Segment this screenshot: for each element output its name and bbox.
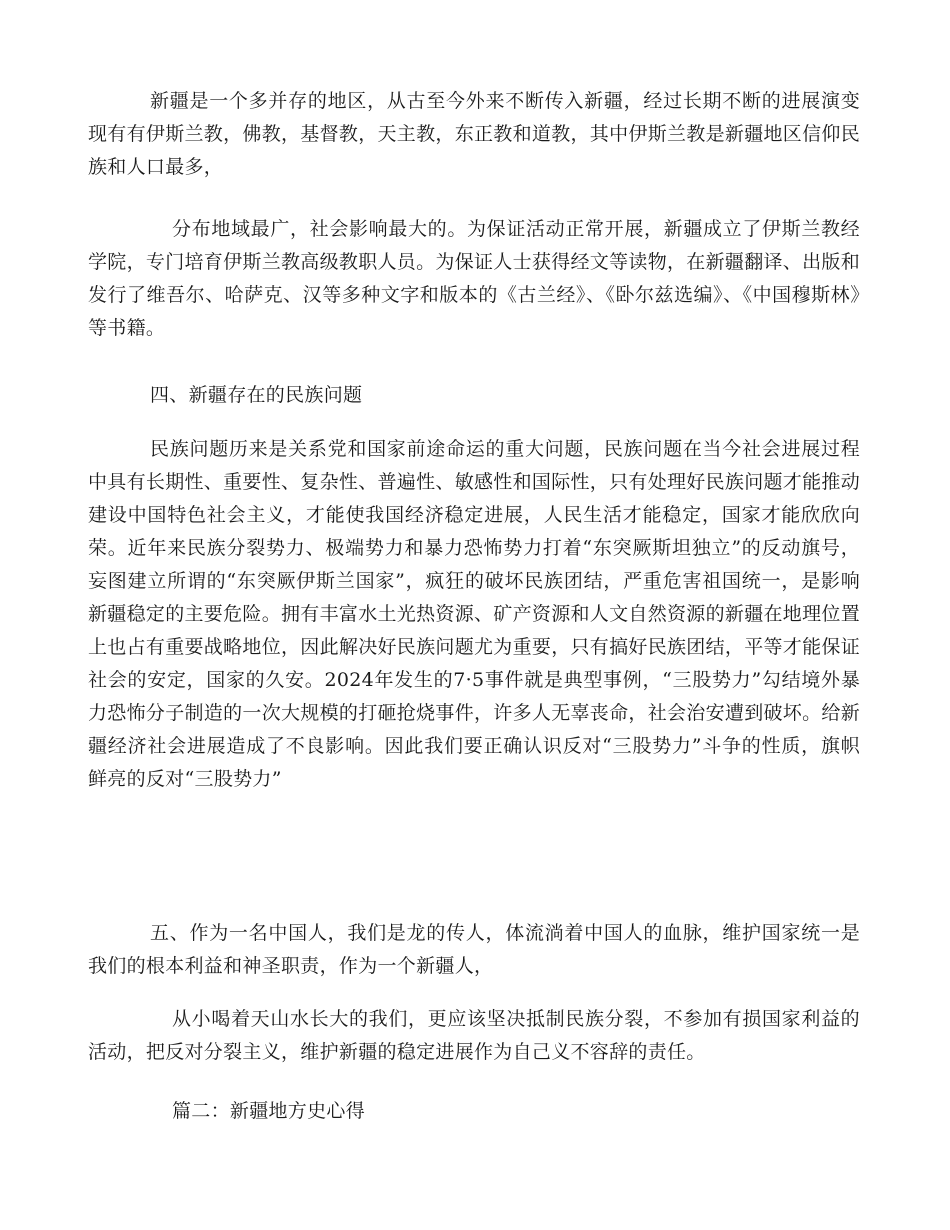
section-heading-ethnic-issues: 四、新疆存在的民族问题 bbox=[150, 384, 363, 406]
section-heading-part-two: 篇二：新疆地方史心得 bbox=[172, 1100, 366, 1122]
paragraph-religions-overview: 新疆是一个多并存的地区，从古至今外来不断传入新疆，经过长期不断的进展演变现有有伊斯兰教，佛教，基督教，天主教，东正教和道教，其中伊斯兰教是新疆地区信仰民族和人口最多， bbox=[88, 90, 861, 178]
paragraph-national-identity: 五、作为一名中国人，我们是龙的传人，体流淌着中国人的血脉，维护国家统一是我们的根本利益和神圣职责，作为一个新疆人， bbox=[88, 922, 860, 977]
paragraph-ethnic-issues: 民族问题历来是关系党和国家前途命运的重大问题，民族问题在当今社会进展过程中具有长期性、重要性、复杂性、普遍性、敏感性和国际性，只有处理好民族问题才能推动建设中国特色社会主义，才能使我国经济稳定进展，人民生活才能稳定，国家才能欣欣向荣。近年来民族分裂势力、极端势力和暴力恐怖势力打着“东突厥斯坦独立”的反动旗号，妄图建立所谓的“东突厥伊斯兰国家”，疯狂的破坏民族团结，严重危害祖国统一，是影响新疆稳定的主要危险。拥有丰富水土光热资源、矿产资源和人文自然资源的新疆在地理位置上也占有重要战略地位，因此解决好民族问题尤为重要，只有搞好民族团结，平等才能保证社会的安定，国家的久安。2024年发生的7·5事件就是典型事例，“三股势力”勾结境外暴力恐怖分子制造的一次大规模的打砸抢烧事件，许多人无辜丧命，社会治安遭到破坏。给新疆经济社会进展造成了不良影响。因此我们要正确认识反对“三股势力”斗争的性质，旗帜鲜亮的反对“三股势力” bbox=[88, 438, 861, 790]
paragraph-islamic-institute: 分布地域最广，社会影响最大的。为保证活动正常开展，新疆成立了伊斯兰教经学院，专门培育伊斯兰教高级教职人员。为保证人士获得经文等读物，在新疆翻译、出版和发行了维吾尔、哈萨克、汉等多种文字和版本的《古兰经》、《卧尔兹选编》、《中国穆斯林》等书籍。 bbox=[88, 218, 861, 339]
paragraph-responsibility: 从小喝着天山水长大的我们，更应该坚决抵制民族分裂，不参加有损国家利益的活动，把反对分裂主义，维护新疆的稳定进展作为自己义不容辞的责任。 bbox=[88, 1008, 860, 1063]
